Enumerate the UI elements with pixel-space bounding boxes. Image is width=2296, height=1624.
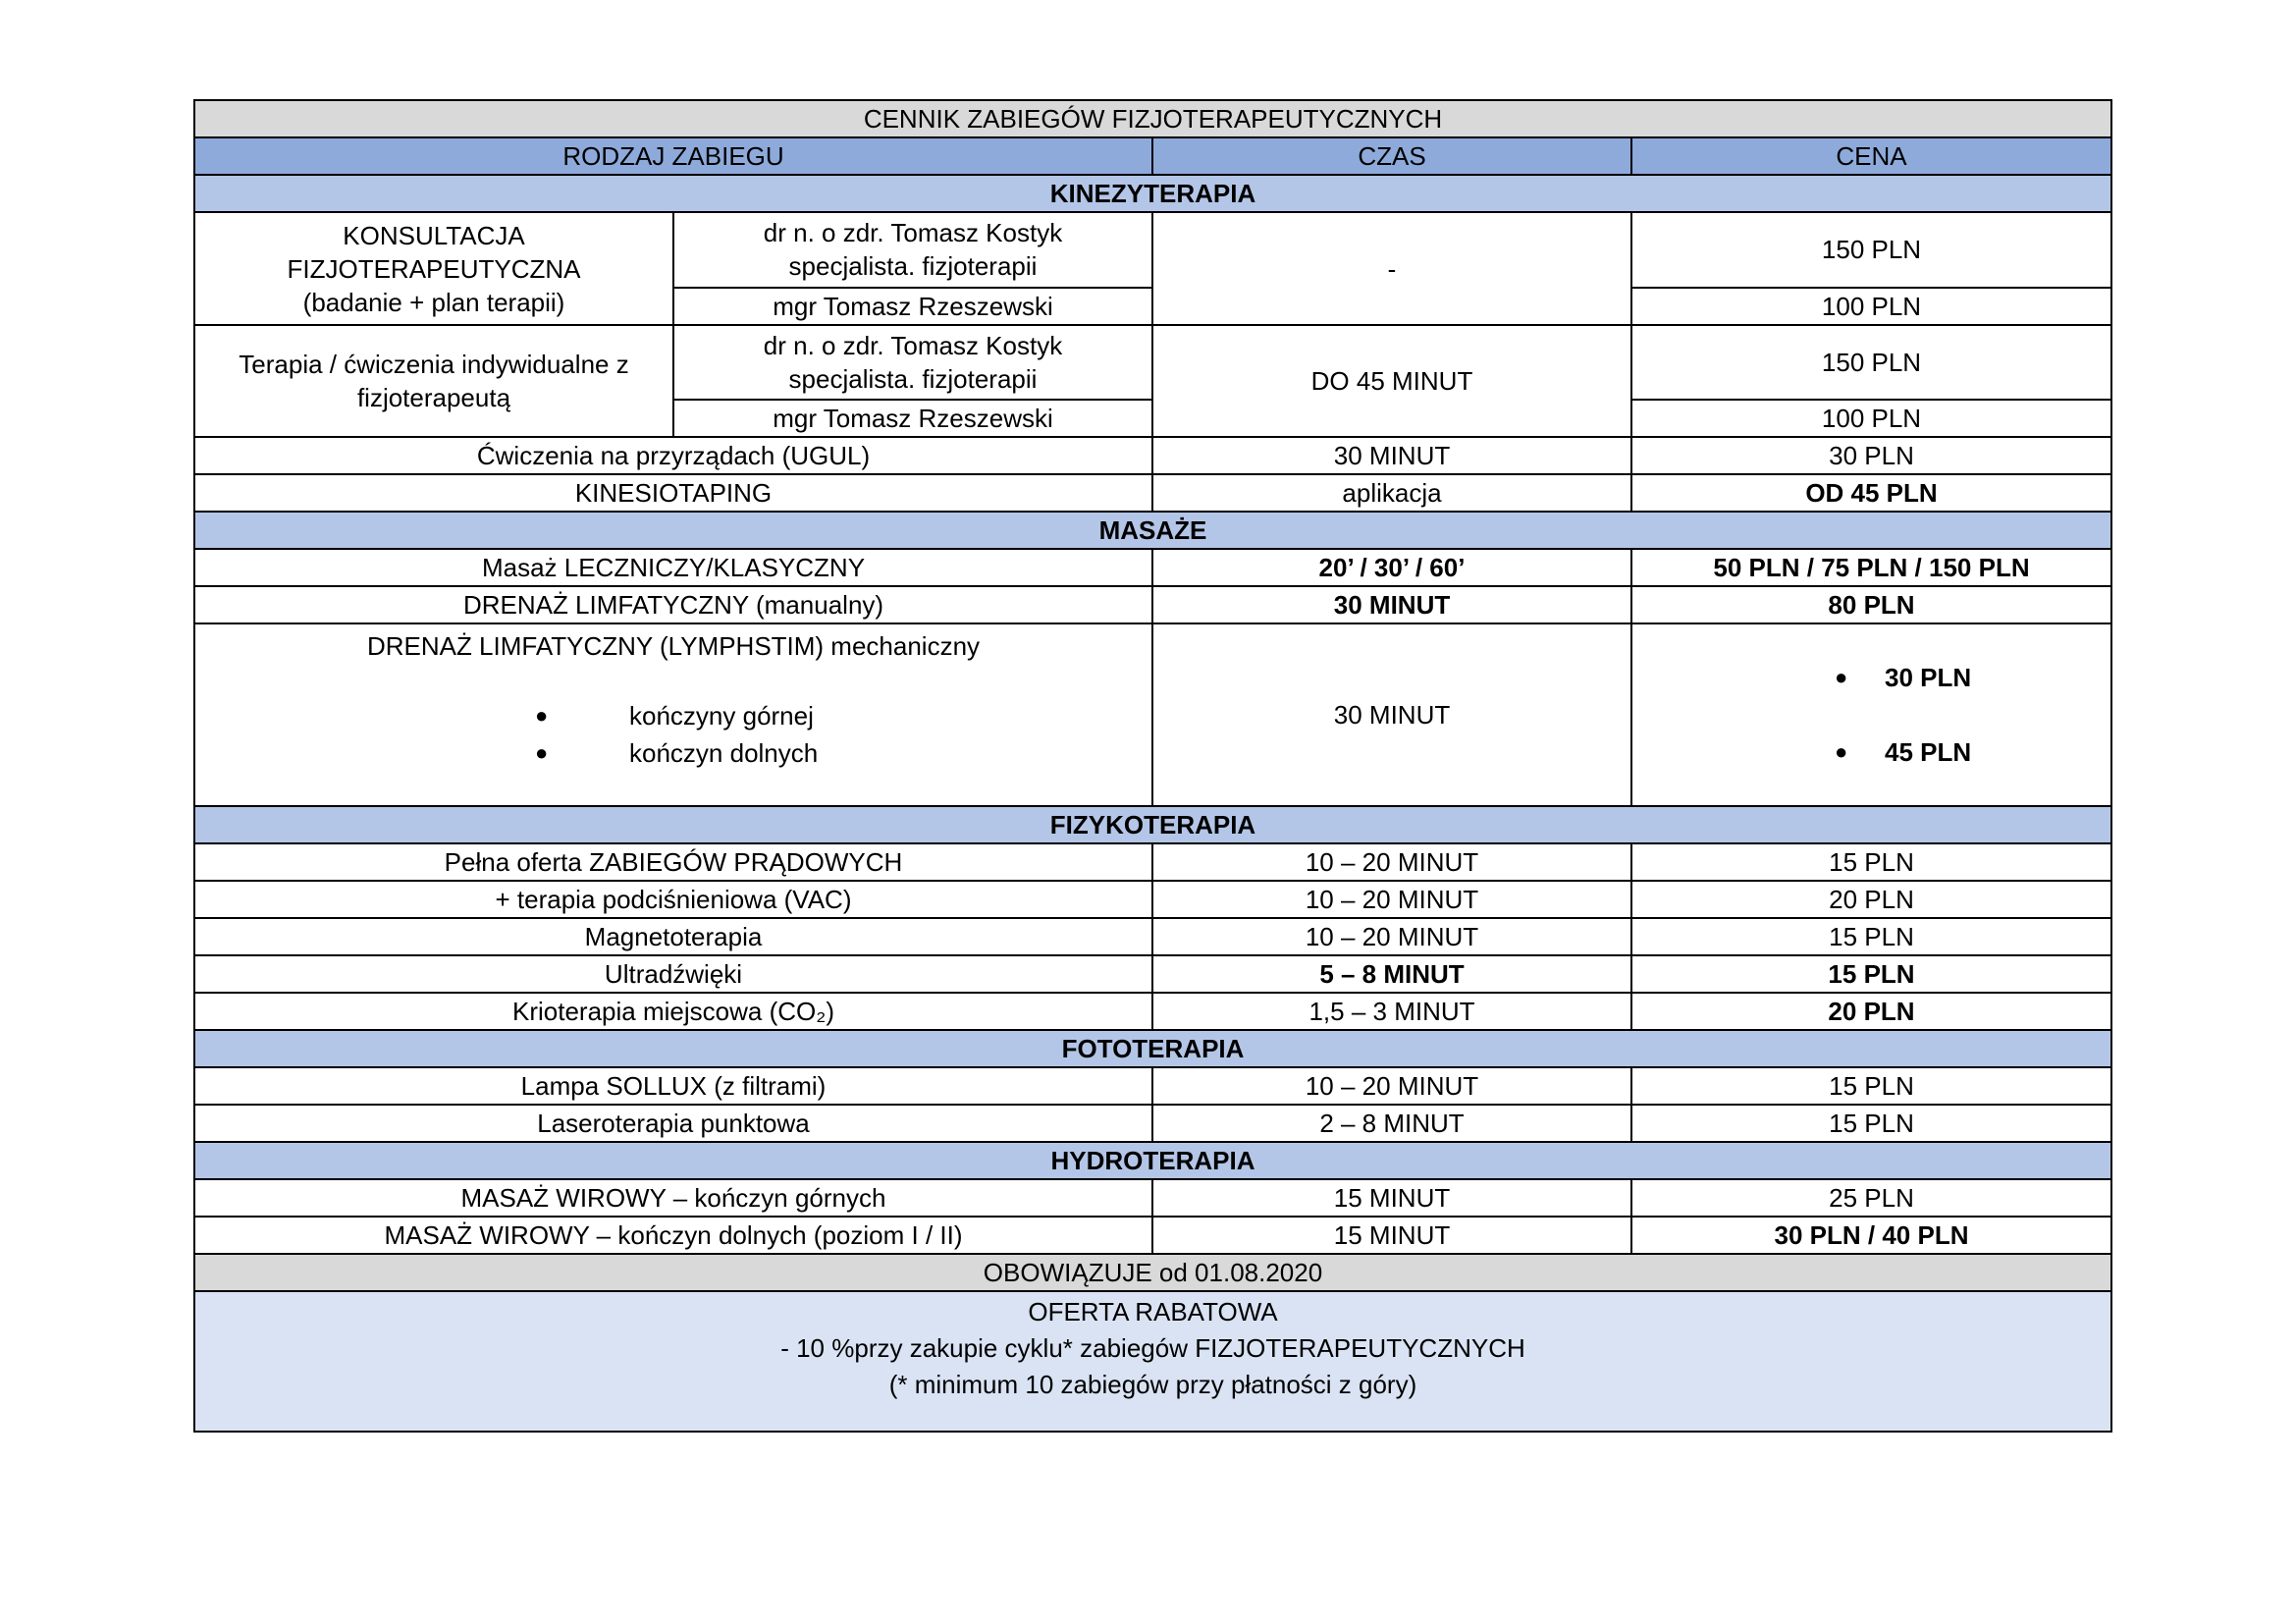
time-cell: DO 45 MINUT [1152, 325, 1631, 437]
time-cell: 10 – 20 MINUT [1152, 843, 1631, 881]
price-cell: 15 PLN [1631, 1105, 2111, 1142]
treatment-name: Ultradźwięki [194, 955, 1152, 993]
treatment-name: DRENAŻ LIMFATYCZNY (manualny) [194, 586, 1152, 623]
price-cell: 30 PLN / 40 PLN [1631, 1217, 2111, 1254]
price-cell: 50 PLN / 75 PLN / 150 PLN [1631, 549, 2111, 586]
offer-title: OFERTA RABATOWA [1028, 1297, 1278, 1326]
list-item [201, 734, 1146, 772]
treatment-name: Pełna oferta ZABIEGÓW PRĄDOWYCH [194, 843, 1152, 881]
time-cell: aplikacja [1152, 474, 1631, 512]
discount-offer [194, 1291, 2111, 1432]
price-list-table [193, 99, 2112, 1433]
section-hydroterapia: HYDROTERAPIA [194, 1142, 2111, 1179]
price-cell: 25 PLN [1631, 1179, 2111, 1217]
treatment-name-line: FIZJOTERAPEUTYCZNA [287, 253, 581, 284]
header-time: CZAS [1152, 137, 1631, 175]
price-cell: 150 PLN [1631, 325, 2111, 400]
bullet-icon: ● [535, 703, 549, 728]
treatment-terapia-indywidualna [194, 325, 673, 437]
table-title: CENNIK ZABIEGÓW FIZJOTERAPEUTYCZNYCH [194, 100, 2111, 137]
therapist-rzeszewski: mgr Tomasz Rzeszewski [673, 400, 1152, 437]
time-cell: 30 MINUT [1152, 586, 1631, 623]
time-cell: 1,5 – 3 MINUT [1152, 993, 1631, 1030]
section-fototerapia: FOTOTERAPIA [194, 1030, 2111, 1067]
therapist-title: specjalista. fizjoterapii [788, 364, 1038, 394]
limb-list [201, 697, 1146, 772]
time-cell: 10 – 20 MINUT [1152, 881, 1631, 918]
treatment-name: DRENAŻ LIMFATYCZNY (LYMPHSTIM) mechaniczny [366, 631, 981, 661]
header-type: RODZAJ ZABIEGU [194, 137, 1152, 175]
price-cell: 30 PLN [1631, 437, 2111, 474]
treatment-konsultacja [194, 212, 673, 325]
time-cell: 15 MINUT [1152, 1179, 1631, 1217]
price-cell: 15 PLN [1631, 918, 2111, 955]
time-cell: 30 MINUT [1152, 623, 1631, 806]
price-cell: 20 PLN [1631, 881, 2111, 918]
price-cell: 20 PLN [1631, 993, 2111, 1030]
section-kinezyterapia: KINEZYTERAPIA [194, 175, 2111, 212]
treatment-name: KINESIOTAPING [194, 474, 1152, 512]
time-cell: 2 – 8 MINUT [1152, 1105, 1631, 1142]
treatment-name: MASAŻ WIROWY – kończyn górnych [194, 1179, 1152, 1217]
treatment-name: Magnetoterapia [194, 918, 1152, 955]
therapist-kostyk [673, 325, 1152, 400]
treatment-name: Laseroterapia punktowa [194, 1105, 1152, 1142]
price-label: 45 PLN [1885, 737, 1972, 767]
price-cell: 15 PLN [1631, 1067, 2111, 1105]
price-cell: OD 45 PLN [1631, 474, 2111, 512]
treatment-name: Masaż LECZNICZY/KLASYCZNY [194, 549, 1152, 586]
treatment-name: Ćwiczenia na przyrządach (UGUL) [194, 437, 1152, 474]
treatment-name-line: Terapia / ćwiczenia indywidualne z [239, 350, 629, 379]
price-cell: 150 PLN [1631, 212, 2111, 288]
offer-note: (* minimum 10 zabiegów przy płatności z góry) [888, 1370, 1417, 1399]
bullet-icon: ● [535, 740, 549, 765]
price-cell: 80 PLN [1631, 586, 2111, 623]
price-cell: 100 PLN [1631, 288, 2111, 325]
limb-label: kończyn dolnych [629, 738, 819, 768]
therapist-title: specjalista. fizjoterapii [788, 251, 1038, 282]
treatment-name-line: fizjoterapeutą [356, 383, 511, 412]
list-item [201, 697, 1146, 734]
bullet-icon: ● [1835, 665, 1848, 689]
time-cell: 10 – 20 MINUT [1152, 1067, 1631, 1105]
price-cell-list [1631, 623, 2111, 806]
section-masaze: MASAŻE [194, 512, 2111, 549]
time-cell: - [1152, 212, 1631, 325]
price-cell: 15 PLN [1631, 843, 2111, 881]
price-label: 30 PLN [1885, 663, 1972, 692]
header-price: CENA [1631, 137, 2111, 175]
time-cell: 10 – 20 MINUT [1152, 918, 1631, 955]
therapist-name: dr n. o zdr. Tomasz Kostyk [763, 218, 1063, 248]
therapist-name: dr n. o zdr. Tomasz Kostyk [763, 331, 1063, 360]
therapist-rzeszewski: mgr Tomasz Rzeszewski [673, 288, 1152, 325]
treatment-name-line: KONSULTACJA [343, 220, 525, 250]
therapist-kostyk [673, 212, 1152, 288]
price-cell: 15 PLN [1631, 955, 2111, 993]
time-cell: 30 MINUT [1152, 437, 1631, 474]
treatment-name-line: (badanie + plan terapii) [302, 287, 565, 317]
bullet-icon: ● [1835, 739, 1848, 764]
treatment-lymphstim [194, 623, 1152, 806]
list-item [1638, 659, 2105, 696]
treatment-name: + terapia podciśnieniowa (VAC) [194, 881, 1152, 918]
offer-line: - 10 %przy zakupie cyklu* zabiegów FIZJOTERAPEUTYCZNYCH [780, 1333, 1525, 1363]
list-item [1638, 733, 2105, 771]
price-list [1638, 659, 2105, 771]
section-fizykoterapia: FIZYKOTERAPIA [194, 806, 2111, 843]
time-cell: 5 – 8 MINUT [1152, 955, 1631, 993]
limb-label: kończyny górnej [629, 701, 814, 731]
treatment-name: Lampa SOLLUX (z filtrami) [194, 1067, 1152, 1105]
time-cell: 15 MINUT [1152, 1217, 1631, 1254]
time-cell: 20’ / 30’ / 60’ [1152, 549, 1631, 586]
valid-from: OBOWIĄZUJE od 01.08.2020 [194, 1254, 2111, 1291]
price-cell: 100 PLN [1631, 400, 2111, 437]
treatment-name: Krioterapia miejscowa (CO₂) [194, 993, 1152, 1030]
treatment-name: MASAŻ WIROWY – kończyn dolnych (poziom I / II) [194, 1217, 1152, 1254]
